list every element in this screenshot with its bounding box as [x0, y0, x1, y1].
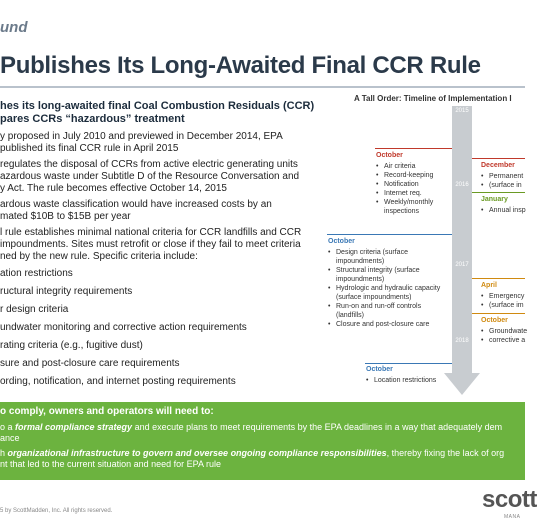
- logo-tagline: MANA: [504, 514, 521, 520]
- timeline-block: [328, 237, 448, 329]
- criteria-item: ording, notification, and internet posting requirements: [0, 376, 236, 387]
- banner-text: o a: [0, 422, 16, 432]
- banner-emphasis: formal compliance strategy: [15, 422, 133, 432]
- copyright: 5 by ScottMadden, Inc. All rights reserved.: [0, 508, 113, 514]
- criteria-item: ructural integrity requirements: [0, 286, 133, 297]
- timeline-month: October: [376, 152, 403, 159]
- timeline-item: • (surface in: [481, 181, 525, 190]
- criteria-item: undwater monitoring and corrective action requirements: [0, 322, 247, 333]
- bullet-text: l rule establishes minimal national criteria for CCR landfills and CCR: [0, 227, 302, 238]
- criteria-item: ation restrictions: [0, 268, 73, 279]
- timeline-item: • Location restrictions: [366, 376, 450, 385]
- company-logo: scott: [482, 486, 537, 513]
- timeline-item: • Permanent: [481, 172, 525, 181]
- banner-text: h: [0, 448, 8, 458]
- timeline-block: [481, 161, 525, 190]
- timeline-block: [481, 316, 528, 345]
- bullet-text: y proposed in July 2010 and previewed in December 2014, EPA: [0, 131, 283, 142]
- timeline-connector: [472, 278, 525, 279]
- timeline-item: • (surface im: [481, 301, 525, 310]
- banner-text: , thereby fixing the lack of org: [386, 448, 505, 458]
- timeline-item: • Notification: [376, 180, 450, 189]
- timeline-item: • Run-on and run-off controls (landfills): [328, 302, 448, 320]
- timeline-item: • Record-keeping: [376, 171, 450, 180]
- timeline-connector: [365, 363, 452, 364]
- banner-item-1: [0, 422, 525, 433]
- banner-item-1-cont: ance: [0, 433, 20, 443]
- timeline-connector: [327, 234, 452, 235]
- timeline-month: January: [481, 196, 508, 203]
- criteria-item: rating criteria (e.g., fugitive dust): [0, 340, 143, 351]
- criteria-item: sure and post-closure care requirements: [0, 358, 180, 369]
- timeline-item: • corrective a: [481, 336, 525, 345]
- header-divider: [0, 86, 525, 88]
- timeline-month: October: [481, 317, 508, 324]
- bullet-text: azardous waste under Subtitle D of the Resource Conversation and: [0, 171, 300, 182]
- timeline-block: [366, 365, 450, 385]
- timeline-month: October: [328, 238, 355, 245]
- timeline-item: • Hydrologic and hydraulic capacity (surface impoundments): [328, 284, 448, 302]
- year-label: 2017: [455, 262, 469, 268]
- lead-line-2: pares CCRs “hazardous” treatment: [0, 113, 185, 125]
- bullet-text: ned by the new rule. Specific criteria include:: [0, 251, 198, 262]
- section-kicker: und: [0, 19, 28, 36]
- lead-line-1: hes its long-awaited final Coal Combustion Residuals (CCR): [0, 100, 315, 112]
- bullet-text: impoundments. Sites must retrofit or close if they fail to meet criteria: [0, 239, 301, 250]
- timeline-item: • Air criteria: [376, 162, 450, 171]
- timeline-item: • Design criteria (surface impoundments): [328, 248, 448, 266]
- timeline-item: • Structural integrity (surface impoundments): [328, 266, 448, 284]
- criteria-item: r design criteria: [0, 304, 69, 315]
- banner-item-2-cont: nt that led to the current situation and need for EPA rule: [0, 459, 221, 469]
- timeline-connector: [375, 148, 452, 149]
- compliance-banner: [0, 402, 525, 480]
- page-title: Publishes Its Long-Awaited Final CCR Rule: [0, 52, 481, 79]
- timeline-item: • Emergency: [481, 292, 525, 301]
- summary-column: [0, 96, 320, 398]
- timeline-block: [481, 281, 525, 310]
- banner-emphasis: organizational infrastructure to govern and oversee ongoing compliance responsibilities: [7, 448, 387, 458]
- bullet-text: regulates the disposal of CCRs from active electric generating units: [0, 159, 298, 170]
- banner-item-2: [0, 448, 525, 459]
- bullet-text: ardous waste classification would have increased costs by an: [0, 199, 272, 210]
- timeline-month: October: [366, 366, 393, 373]
- banner-heading: o comply, owners and operators will need to:: [0, 406, 214, 417]
- timeline-arrow: [452, 106, 472, 374]
- year-label: 2016: [455, 182, 469, 188]
- bullet-text: y Act. The rule becomes effective October 14, 2015: [0, 183, 227, 194]
- year-label: 2018: [455, 338, 469, 344]
- bullet-text: published its final CCR rule in April 2015: [0, 143, 179, 154]
- timeline-month: December: [481, 162, 515, 169]
- timeline-month: April: [481, 282, 497, 289]
- timeline-item: • Closure and post-closure care: [328, 320, 448, 329]
- timeline-connector: [472, 158, 525, 159]
- timeline-block: [376, 151, 450, 216]
- header: [0, 0, 525, 98]
- timeline-connector: [472, 313, 525, 314]
- timeline-item: • Annual insp: [481, 206, 525, 215]
- timeline-title: A Tall Order: Timeline of Implementation I: [354, 94, 512, 103]
- timeline-block: [481, 195, 525, 215]
- timeline-item: • Weekly/monthly inspections: [376, 198, 450, 216]
- year-label: 2015: [455, 108, 469, 114]
- timeline-item: • Internet req.: [376, 189, 450, 198]
- banner-text: and execute plans to meet requirements by the EPA deadlines in a way that adequately dem: [132, 422, 503, 432]
- timeline-connector: [472, 192, 525, 193]
- bullet-text: mated $10B to $15B per year: [0, 211, 131, 222]
- timeline-item: • Groundwate: [481, 327, 525, 336]
